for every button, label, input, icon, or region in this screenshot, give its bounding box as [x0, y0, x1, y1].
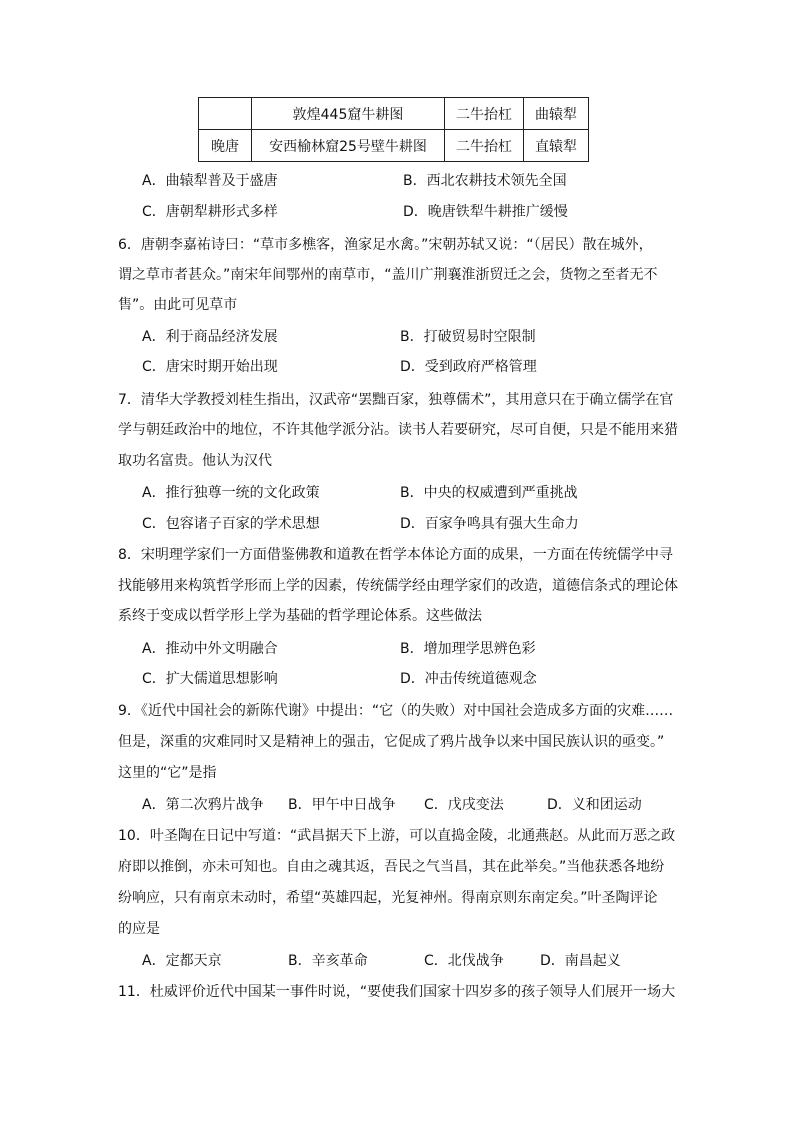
table-cell: 直辕犁 [524, 130, 589, 162]
option-c: C．唐朝犁耕形式多样 [142, 204, 278, 220]
option-a: A．第二次鸦片战争 [142, 797, 264, 813]
question-10-line: 纷响应，只有南京未动时，希望“英雄四起，光复神州。得南京则东南定矣。”叶圣陶评论 [118, 890, 658, 906]
table-cell: 二牛抬杠 [445, 98, 524, 130]
question-11-line: 11．杜威评价近代中国某一事件时说，“要使我们国家十四岁多的孩子领导人们展开一场大 [118, 984, 676, 1000]
question-6-line: 售”。由此可见草市 [118, 297, 238, 313]
option-b: B．西北农耕技术领先全国 [403, 173, 567, 189]
question-8-line: 找能够用来构筑哲学形而上学的因素，传统儒学经由理学家们的改造，道德信条式的理论体 [118, 578, 678, 594]
question-8-line: 8．宋明理学家们一方面借鉴佛教和道教在哲学本体论方面的成果，一方面在传统儒学中寻 [118, 547, 673, 563]
option-a: A．利于商品经济发展 [142, 329, 278, 345]
option-b: B．打破贸易时空限制 [400, 329, 536, 345]
table-cell [199, 98, 252, 130]
option-c: C．包容诸子百家的学术思想 [142, 516, 320, 532]
option-c: C．唐宋时期开始出现 [142, 359, 278, 375]
option-a: A．定都天京 [142, 953, 222, 969]
option-c: C．扩大儒道思想影响 [142, 671, 278, 687]
option-a: A．推行独尊一统的文化政策 [142, 485, 320, 501]
table-row [199, 98, 589, 130]
question-8-line: 系终于变成以哲学形上学为基础的哲学理论体系。这些做法 [118, 608, 482, 624]
option-b: B．甲午中日战争 [288, 797, 396, 813]
option-d: D．晚唐铁犁牛耕推广缓慢 [403, 204, 568, 220]
question-9-line: 这里的“它”是指 [118, 765, 217, 781]
question-10-line: 10．叶圣陶在日记中写道：“武昌据天下上游，可以直捣金陵，北通燕赵。从此而万恶之政 [118, 828, 676, 844]
table-cell: 晚唐 [199, 130, 252, 162]
option-a: A．推动中外文明融合 [142, 641, 278, 657]
table-cell: 敦煌445窟牛耕图 [252, 98, 445, 130]
option-c: C．戊戌变法 [424, 797, 504, 813]
question-7-line: 取功名富贵。他认为汉代 [118, 453, 272, 469]
question-10-line: 府即以推倒，亦未可知也。自由之魂其返，吾民之气当昌，其在此举矣。”当他获悉各地纷 [118, 859, 665, 875]
option-d: D．冲击传统道德观念 [400, 671, 537, 687]
option-d: D．南昌起义 [540, 953, 621, 969]
option-a: A．曲辕犁普及于盛唐 [142, 173, 278, 189]
table-cell: 二牛抬杠 [445, 130, 524, 162]
option-d: D．受到政府严格管理 [400, 359, 537, 375]
question-6-line: 谓之草市者甚众。”南宋年间鄂州的南草市，“盖川广荆襄淮浙贸迁之会，货物之至者无不 [118, 267, 658, 283]
option-c: C．北伐战争 [424, 953, 504, 969]
question-7-line: 7．清华大学教授刘桂生指出，汉武帝“罢黜百家，独尊儒术”，其用意只在于确立儒学在官 [118, 392, 674, 408]
question-7-line: 学与朝廷政治中的地位，不许其他学派分沾。读书人若要研究，尽可自便，只是不能用来猎 [118, 422, 678, 438]
question-6-line: 6．唐朝李嘉祐诗曰：“草市多樵客，渔家足水禽。”宋朝苏轼又说：“（居民）散在城外， [118, 237, 653, 253]
option-b: B．辛亥革命 [288, 953, 368, 969]
option-b: B．增加理学思辨色彩 [400, 641, 536, 657]
table-cell: 安西榆林窟25号壁牛耕图 [252, 130, 445, 162]
option-d: D．义和团运动 [547, 797, 642, 813]
table-cell: 曲辕犁 [524, 98, 589, 130]
ox-plow-table [198, 97, 589, 162]
table-row [199, 130, 589, 162]
question-9-line: 9．《近代中国社会的新陈代谢》中提出：“它（的失败）对中国社会造成多方面的灾难…… [118, 703, 674, 719]
option-b: B．中央的权威遭到严重挑战 [400, 485, 578, 501]
question-9-line: 但是，深重的灾难同时又是精神上的强击，它促成了鸦片战争以来中国民族认识的亟变。” [118, 734, 665, 750]
option-d: D．百家争鸣具有强大生命力 [400, 516, 579, 532]
question-10-line: 的应是 [118, 921, 160, 937]
